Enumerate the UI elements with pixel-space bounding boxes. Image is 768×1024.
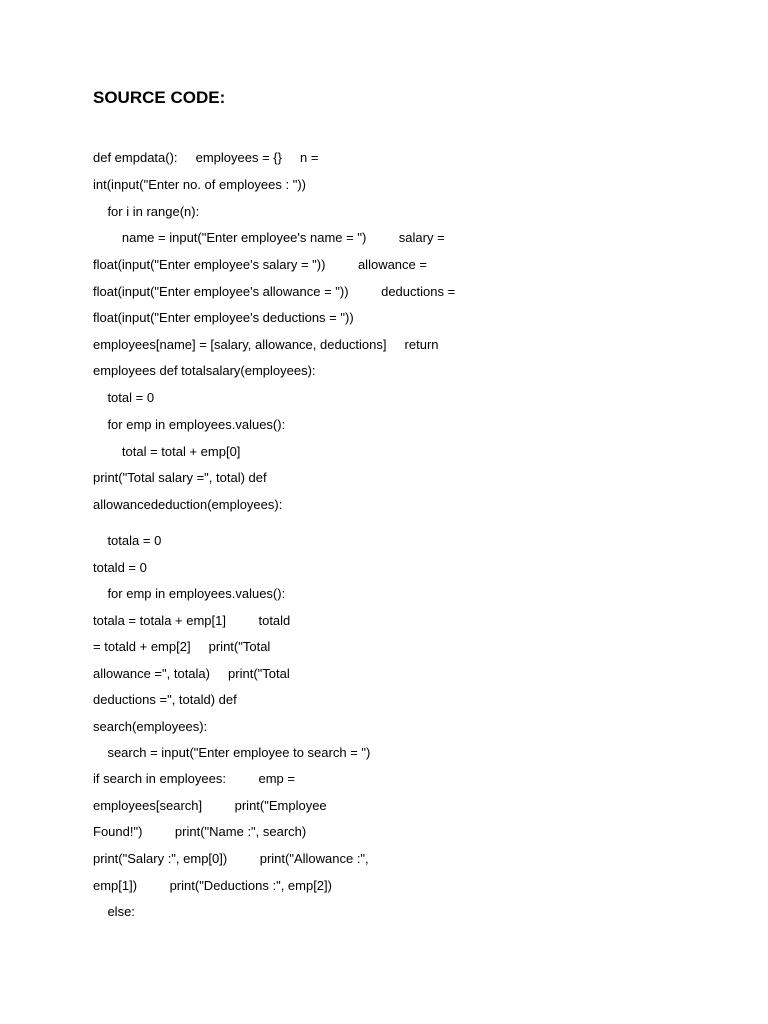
code-line: name = input("Enter employee's name = ") salary = [93,230,445,245]
code-line: print("Salary :", emp[0]) print("Allowance :", [93,851,369,866]
code-line: for i in range(n): [93,204,200,219]
code-line: float(input("Enter employee's deductions = ")) [93,310,354,325]
code-line: float(input("Enter employee's allowance = ")) deductions = [93,284,456,299]
code-line: totala = totala + emp[1] totald [93,613,291,628]
code-line: Found!") print("Name :", search) [93,824,307,839]
code-line: allowancededuction(employees): [93,497,283,512]
code-line: print("Total salary =", total) def [93,470,267,485]
code-line: employees[name] = [salary, allowance, deductions] return [93,337,439,352]
code-line: search = input("Enter employee to search = ") [93,745,371,760]
code-line: total = total + emp[0] [93,444,241,459]
code-line: def empdata(): employees = {} n = [93,150,319,165]
code-line: totala = 0 [93,533,162,548]
code-line: deductions =", totald) def [93,692,237,707]
section-heading: SOURCE CODE: [93,88,226,107]
code-line: int(input("Enter no. of employees : ")) [93,177,306,192]
code-line: emp[1]) print("Deductions :", emp[2]) [93,878,332,893]
code-line: else: [93,904,135,919]
code-line: employees[search] print("Employee [93,798,327,813]
code-line: allowance =", totala) print("Total [93,666,290,681]
code-line: total = 0 [93,390,155,405]
code-line: totald = 0 [93,560,147,575]
code-line: for emp in employees.values(): [93,417,286,432]
code-line: if search in employees: emp = [93,771,295,786]
code-line: float(input("Enter employee's salary = ")) allowance = [93,257,427,272]
code-line: for emp in employees.values(): [93,586,286,601]
code-line: = totald + emp[2] print("Total [93,639,271,654]
code-line: employees def totalsalary(employees): [93,363,316,378]
code-line: search(employees): [93,719,208,734]
